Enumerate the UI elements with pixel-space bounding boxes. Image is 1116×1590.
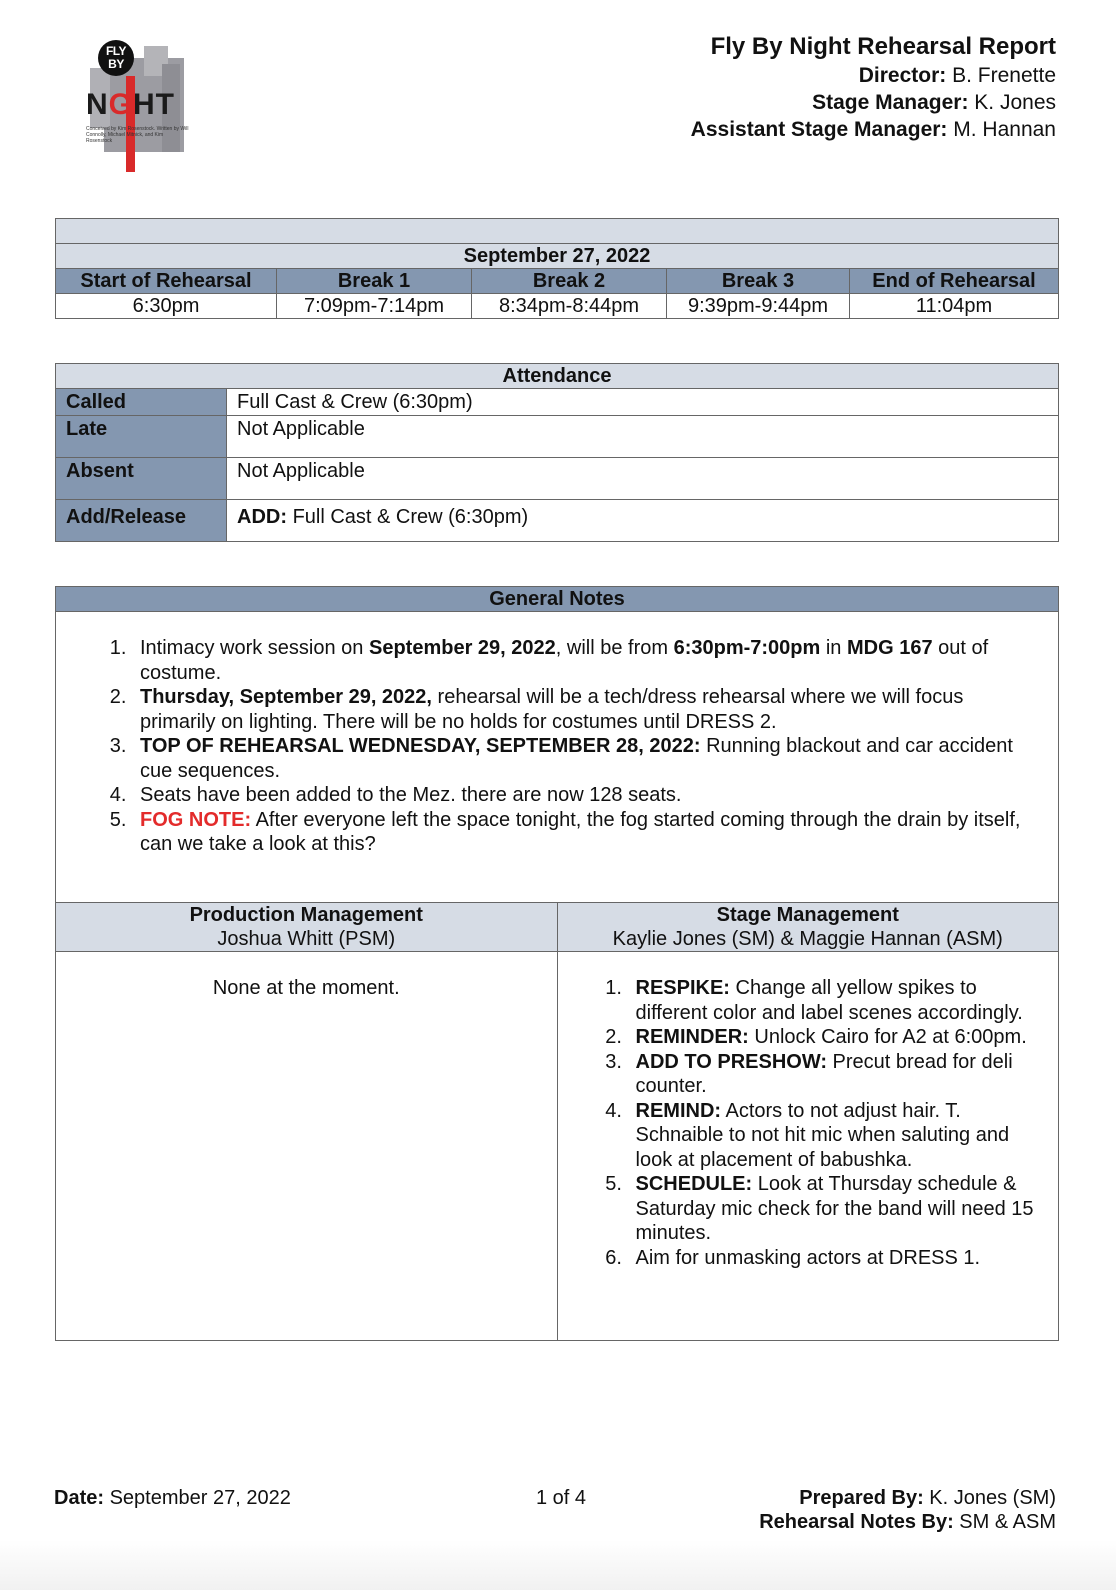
logo-wordmark: NGHT: [86, 88, 176, 121]
stage-management-notes: [557, 952, 1059, 1341]
start-time: 6:30pm: [56, 294, 277, 319]
attendance-title: Attendance: [56, 364, 1059, 389]
general-note-item: 1. Intimacy work session on September 29, 2022, will be from 6:30pm-7:00pm in MDG 167 out of costume.: [132, 636, 1044, 685]
col-break1: Break 1: [277, 269, 472, 294]
fly-by-night-logo: [84, 38, 194, 170]
production-management-notes: None at the moment.: [56, 952, 558, 1341]
schedule-table: [55, 218, 1059, 319]
sm-note-item: 6. Aim for unmasking actors at DRESS 1.: [628, 1246, 1049, 1271]
report-header: [691, 32, 1056, 143]
footer-credits: [759, 1486, 1056, 1534]
logo-badge: FLY BY: [98, 40, 134, 76]
sm-note-item: 2. REMINDER: Unlock Cairo for A2 at 6:00pm.: [628, 1025, 1049, 1050]
end-time: 11:04pm: [850, 294, 1059, 319]
notes-table: [55, 586, 1059, 1341]
general-note-item: 5. FOG NOTE: After everyone left the space tonight, the fog started coming through the drain by itself, can we take a look at this?: [132, 808, 1044, 857]
production-management-header: Production Management Joshua Whitt (PSM): [56, 903, 558, 952]
logo-fine-print: Conceived by Kim Rosenstock. Written by Will Connolly, Michael Mitnick, and Kim Rosenstock: [86, 126, 189, 144]
general-notes-list: [56, 636, 1058, 857]
attendance-label: Called: [56, 389, 227, 416]
footer-date: Date: September 27, 2022: [54, 1487, 291, 1509]
break2-time: 8:34pm-8:44pm: [472, 294, 667, 319]
general-note-item: 3. TOP OF REHEARSAL WEDNESDAY, SEPTEMBER 28, 2022: Running blackout and car accident cue sequences.: [132, 734, 1044, 783]
break3-time: 9:39pm-9:44pm: [667, 294, 850, 319]
sm-note-item: 4. REMIND: Actors to not adjust hair. T. Schnaible to not hit mic when saluting and look at placement of babushka.: [628, 1099, 1049, 1173]
col-break3: Break 3: [667, 269, 850, 294]
report-title: Fly By Night Rehearsal Report: [710, 33, 1056, 60]
page-number: 1 of 4: [536, 1487, 587, 1509]
notes-by: Rehearsal Notes By: SM & ASM: [759, 1511, 1056, 1533]
schedule-date: September 27, 2022: [56, 244, 1059, 269]
stage-manager-line: Stage Manager: K. Jones: [812, 91, 1056, 114]
attendance-value: Not Applicable: [227, 458, 1059, 500]
general-notes-title: General Notes: [56, 587, 1059, 612]
attendance-value: ADD: Full Cast & Crew (6:30pm): [227, 500, 1059, 542]
attendance-value: Not Applicable: [227, 416, 1059, 458]
prepared-by: Prepared By: K. Jones (SM): [799, 1487, 1056, 1509]
schedule-spacer-row: [56, 219, 1059, 244]
attendance-label: Add/Release: [56, 500, 227, 542]
attendance-label: Absent: [56, 458, 227, 500]
asm-line: Assistant Stage Manager: M. Hannan: [690, 118, 1056, 141]
stage-management-header: Stage Management Kaylie Jones (SM) & Maggie Hannan (ASM): [557, 903, 1059, 952]
general-note-item: 2. Thursday, September 29, 2022, rehearsal will be a tech/dress rehearsal where we will focus primarily on lighting. There will be no holds for costumes until DRESS 2.: [132, 685, 1044, 734]
attendance-table: [55, 363, 1059, 542]
director-line: Director: B. Frenette: [858, 64, 1056, 87]
col-start: Start of Rehearsal: [56, 269, 277, 294]
sm-note-item: 3. ADD TO PRESHOW: Precut bread for deli counter.: [628, 1050, 1049, 1099]
attendance-value: Full Cast & Crew (6:30pm): [227, 389, 1059, 416]
stage-management-list: [558, 976, 1059, 1270]
attendance-label: Late: [56, 416, 227, 458]
col-break2: Break 2: [472, 269, 667, 294]
general-notes-body: [56, 612, 1059, 903]
general-note-item: 4. Seats have been added to the Mez. there are now 128 seats.: [132, 783, 1044, 808]
break1-time: 7:09pm-7:14pm: [277, 294, 472, 319]
sm-note-item: 1. RESPIKE: Change all yellow spikes to different color and label scenes accordingly.: [628, 976, 1049, 1025]
page-bottom-shadow: [0, 1540, 1116, 1590]
sm-note-item: 5. SCHEDULE: Look at Thursday schedule & Saturday mic check for the band will need 15 minutes.: [628, 1172, 1049, 1246]
col-end: End of Rehearsal: [850, 269, 1059, 294]
